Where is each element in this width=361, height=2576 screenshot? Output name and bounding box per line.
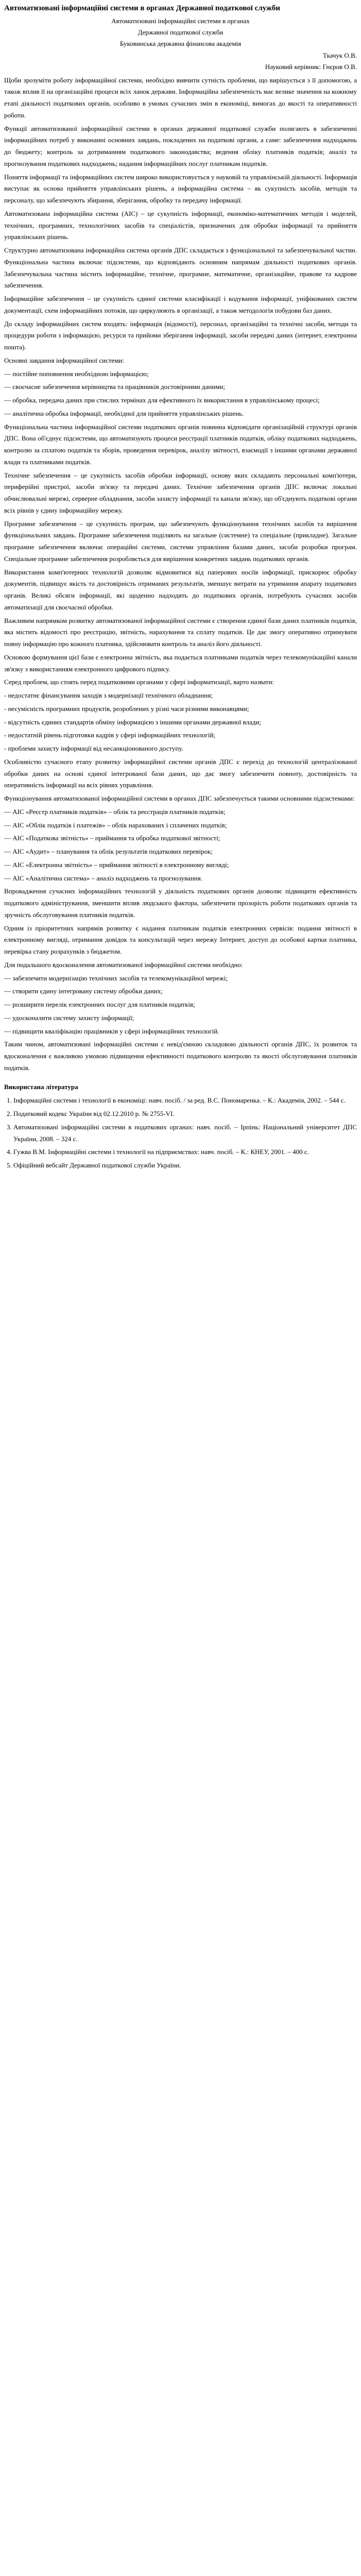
body-paragraph: — постійне поповнення необхідною інформацією; — [4, 369, 149, 378]
body-paragraph: - недостатній рівень підготовки кадрів у сфері інформаційних технологій; — [4, 731, 216, 739]
body-paragraph: Серед проблем, що стоять перед податковими органами у сфері інформатизації, варто назвати: — [4, 678, 274, 686]
body-paragraph: — обробка, передача даних при стислих термінах для ефективного їх використання в управлінському процесі; — [4, 396, 320, 404]
body-paragraph: Впровадження сучасних інформаційних технологій у діяльність податкових органів дозволяє підвищити ефективність податкового адміністрування, зменшити вплив людського фактора, забезпечити прозорість роботи податкових органів та зручність обслуговування платників податків. — [4, 887, 357, 919]
reference-item: 1. Інформаційні системи і технології в економіці: навч. посіб. / за ред. В.С. Пономаренка. – К.: Академія, 2002. – 544 с. — [13, 1095, 357, 1107]
body-paragraph: Використання комп'ютерних технологій дозволяє відмовитися від паперових носіїв інформації, прискорює обробку документів, підвищує якість та достовірність отриманих результатів, зменшує витрати на утримання апарату податкових органів. Великі обсяги інформації, які щоденно надходять до податкових органів, потребують сучасних засобів автоматизації для своєчасної обробки. — [4, 568, 357, 611]
body-paragraph: Автоматизована інформаційна система (АІС) – це сукупність інформації, економіко-математичних методів і моделей, технічних, програмних, технологічних засобів та спеціалістів, призначених для обробки інформації та прийняття управлінських рішень. — [4, 209, 357, 241]
body-paragraph: Особливістю сучасного етапу розвитку інформаційної системи органів ДПС є перехід до технологій централізованої обробки даних на основі єдиної інтегрованої бази даних, що дає змогу забезпечити повноту, достовірність та оперативність інформації на всіх рівнях управління. — [4, 757, 357, 789]
body-paragraph: — аналітична обробка інформації, необхідної для прийняття управлінських рішень. — [4, 409, 244, 417]
body-paragraph: — АІС «Реєстр платників податків» – облік та реєстрація платників податків; — [4, 807, 226, 816]
body-paragraph: Інформаційне забезпечення – це сукупність єдиної системи класифікації і кодування інформації, уніфікованих систем документації, схем інформаційних потоків, що циркулюють в організації, а також методологія побудови баз даних. — [4, 295, 357, 314]
meta-block — [4, 15, 357, 49]
reference-item: 5. Офіційний вебсайт Державної податкової служби України. — [13, 1160, 357, 1172]
body-paragraph: Функціональна частина інформаційної системи податкових органів повинна відповідати організаційній структурі органів ДПС. Вона об'єднує підсистеми, що автоматизують процеси реєстрації платників податків, обліку податкових надходжень, контролю за сплатою податків та зборів, проведення перевірок, аналізу звітності, взаємодії з іншими органами державної влади та платниками податків. — [4, 422, 357, 466]
body-paragraph: Щоби зрозуміти роботу інформаційної системи, необхідно вивчити сутність проблеми, що вирішується з її допомогою, а також вплив її на організаційні процеси всіх ланок держави. Інформаційна забезпеченість має велике значення на кожному етапі діяльності податкових органів, особливо в умовах сучасних змін в економіці, вимогах до якості та оперативності роботи. — [4, 76, 357, 119]
body-paragraph: Програмне забезпечення – це сукупність програм, що забезпечують функціонування технічних засобів та вирішення функціональних завдань. Програмне забезпечення поділяють на загальне (системне) та спеціальне (прикладне). Загальне програмне забезпечення включає операційні системи, системи управління базами даних, засоби розробки програм. Спеціальне програмне забезпечення розробляється для вирішення конкретних завдань податкових органів. — [4, 519, 357, 563]
body-paragraph: — АІС «Податкова звітність» – приймання та обробка податкової звітності; — [4, 834, 220, 842]
reference-item: 2. Податковий кодекс України від 02.12.2010 р. № 2755-VI. — [13, 1108, 357, 1120]
body-paragraph: Основні завдання інформаційної системи: — [4, 356, 125, 364]
author-name: Ткачук О.В. — [322, 51, 357, 59]
reference-item: 3. Автоматизовані інформаційні системи в податкових органах: навч. посіб. – Ірпінь: Національний університет ДПС України, 2008. – 324 с. — [13, 1122, 357, 1145]
body-paragraph: Функції автоматизованої інформаційної системи в органах державної податкової служби полягають в забезпеченні інформаційних потреб у виконанні основних завдань, покладених на податкові органи, а саме: забезпечення надходжень до бюджету; контроль за дотриманням податкового законодавства; ведення обліку платників податків; аналіз та прогнозування податкових надходжень; надання інформаційних послуг платникам податків. — [4, 124, 357, 167]
body-paragraph: - проблеми захисту інформації від несанкціонованого доступу. — [4, 744, 183, 753]
body-paragraph: Одним із пріоритетних напрямів розвитку є надання платникам податків електронних сервісів: подання звітності в електронному вигляді, отримання довідок та консультацій через мережу Інтернет, доступ до особової картки платника, перевірка стану розрахунків з бюджетом. — [4, 924, 357, 956]
body-paragraph: — АІС «Облік податків і платежів» – облік нарахованих і сплачених податків; — [4, 821, 227, 829]
body-paragraph: - несумісність програмних продуктів, розроблених у різні часи різними виконавцями; — [4, 704, 249, 713]
body-paragraph: Функціонування автоматизованої інформаційної системи в органах ДПС забезпечується такими основними підсистемами: — [4, 794, 355, 803]
meta-line-2: Державної податкової служби — [137, 28, 224, 37]
body-paragraph: До складу інформаційних систем входять: інформація (відомості), персонал, організаційні та технічні засоби, методи та процедури роботи з інформацією, ресурси та прийоми зберігання інформації, засоби передачі даних (інтернет, електронна пошта). — [4, 319, 357, 351]
article-body — [4, 75, 357, 1074]
supervisor-name: Науковий керівник: Гнєров О.В. — [265, 62, 357, 71]
references-list — [4, 1095, 357, 1172]
article-title: Автоматизовані інформаційні системи в органах Державної податкової служби — [4, 4, 280, 12]
body-paragraph: Таким чином, автоматизовані інформаційні системи є невід'ємною складовою діяльності органів ДПС, їх розвиток та вдосконалення є важливою умовою підвищення ефективності податкового контролю та якості обслуговування платників податків. — [4, 1040, 357, 1072]
body-paragraph: - відсутність єдиних стандартів обміну інформацією з іншими органами державної влади; — [4, 718, 261, 726]
body-paragraph: — забезпечити модернізацію технічних засобів та телекомунікаційної мережі; — [4, 974, 228, 982]
body-paragraph: Технічне забезпечення – це сукупність засобів обробки інформації, основу яких складають персональні комп'ютери, периферійні пристрої, засоби зв'язку та передачі даних. Технічне забезпечення органів ДПС включає локальні обчислювальні мережі, серверне обладнання, засоби захисту інформації та канали зв'язку, що об'єднують податкові органи всіх рівнів у єдину інформаційну мережу. — [4, 471, 357, 514]
body-paragraph: Структурно автоматизована інформаційна система органів ДПС складається з функціональної та забезпечувальної частин. Функціональна частина включає підсистеми, що відповідають основним напрямам діяльності податкових органів. Забезпечувальна частина містить інформаційне, технічне, програмне, математичне, організаційне, правове та кадрове забезпечення. — [4, 246, 357, 290]
body-paragraph: Основою формування цієї бази є електронна звітність, яка подається платниками податків через телекомунікаційні канали зв'язку з використанням електронного цифрового підпису. — [4, 653, 357, 673]
meta-line-1: Автоматизовані інформаційні системи в органах — [111, 17, 250, 25]
body-paragraph: — своєчасне забезпечення керівництва та працівників достовірними даними; — [4, 383, 225, 391]
body-paragraph: — АІС «Аудит» – планування та облік результатів податкових перевірок; — [4, 848, 213, 856]
body-paragraph: — підвищити кваліфікацію працівників у сфері інформаційних технологій. — [4, 1027, 219, 1035]
references-title: Використана література — [4, 1082, 78, 1091]
body-paragraph: — АІС «Аналітична система» – аналіз надходжень та прогнозування. — [4, 874, 202, 882]
meta-line-3: Буковинська державна фінансова академія — [119, 40, 242, 48]
body-paragraph: — створити єдину інтегровану систему обробки даних; — [4, 987, 163, 995]
body-paragraph: Поняття інформації та інформаційних систем широко використовується у науковій та управлінській діяльності. Інформація виступає як основа прийняття управлінських рішень, а інформаційна система – як сукупність засобів, методів та персоналу, що забезпечують збирання, зберігання, обробку та передачу інформації. — [4, 173, 357, 205]
body-paragraph: Для подальшого вдосконалення автоматизованої інформаційної системи необхідно: — [4, 960, 243, 969]
reference-item: 4. Гужва В.М. Інформаційні системи і технології на підприємствах: навч. посіб. – К.: КНЕУ, 2001. – 400 с. — [13, 1146, 357, 1158]
body-paragraph: — АІС «Електронна звітність» – приймання звітності в електронному вигляді; — [4, 860, 229, 869]
body-paragraph: — удосконалити систему захисту інформації; — [4, 1013, 134, 1022]
body-paragraph: — розширити перелік електронних послуг для платників податків; — [4, 1001, 195, 1009]
body-paragraph: Важливим напрямком розвитку автоматизованої інформаційної системи є створення єдиної бази даних платників податків, яка містить відомості про реєстрацію, звітність, нарахування та сплату податків. Це дає змогу оперативно отримувати повну інформацію про кожного платника, здійснювати контроль та аналіз його діяльності. — [4, 616, 357, 648]
body-paragraph: - недостатнє фінансування заходів з модернізації технічного обладнання; — [4, 691, 213, 700]
